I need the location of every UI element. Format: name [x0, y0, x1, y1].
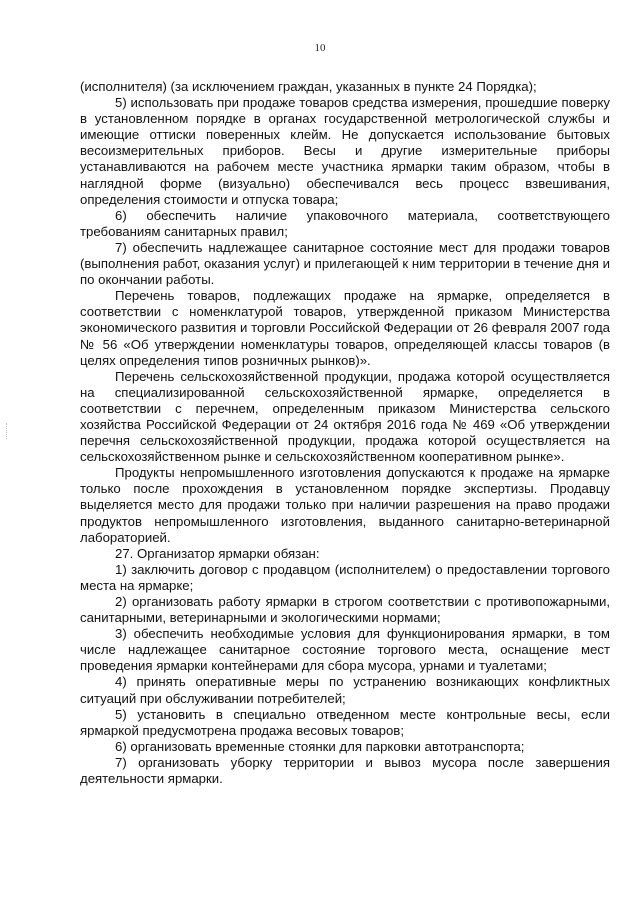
paragraph: 5) использовать при продаже товаров средства измерения, прошедшие поверку в установленном порядке в органах государственной метрологической службы и имеющие оттиски поверенных клейм. Не допускается использование бытовых весоизмерительных приборов. Весы и другие измерительные приборы устанавливаются на рабочем месте участника ярмарки таким образом, чтобы в наглядной форме (визуально) обеспечивался весь процесс взвешивания, определения стоимости и отпуска товара; — [80, 95, 610, 207]
paragraph: Перечень товаров, подлежащих продаже на ярмарке, определяется в соответствии с номенклатурой товаров, утвержденной приказом Министерства экономического развития и торговли Российской Федерации от 26 февраля 2007 года № 56 «Об утверждении номенклатуры товаров, определяющей классы товаров (в целях определения типов розничных рынков)». — [80, 288, 610, 368]
paragraph: 27. Организатор ярмарки обязан: — [115, 545, 320, 561]
paragraph: Продукты непромышленного изготовления допускаются к продаже на ярмарке только после прохождения в установленном порядке экспертизы. Продавцу выделяется место для продажи только при наличии разрешения на право продажи продуктов непромышленного изготовления, выданного санитарно-ветеринарной лабораторией. — [80, 465, 610, 545]
paragraph: (исполнителя) (за исключением граждан, указанных в пункте 24 Порядка); — [80, 79, 537, 94]
paragraph: 3) обеспечить необходимые условия для функционирования ярмарки, в том числе надлежащее санитарное состояние торгового места, оснащение мест проведения ярмарки контейнерами для сбора мусора, урнами и туалетами; — [80, 626, 610, 674]
margin-mark — [6, 423, 8, 439]
paragraph: 4) принять оперативные меры по устранению возникающих конфликтных ситуаций при обслуживании потребителей; — [80, 674, 610, 706]
paragraph: Перечень сельскохозяйственной продукции, продажа которой осуществляется на специализированной сельскохозяйственной ярмарке, определяется в соответствии с перечнем, определенным приказом Министерства сельского хозяйства Российской Федерации от 24 октября 2016 года № 469 «Об утверждении перечня сельскохозяйственной продукции, продажа которой осуществляется на сельскохозяйственном рынке и сельскохозяйственном кооперативном рынке». — [80, 368, 610, 465]
paragraph: 6) организовать временные стоянки для парковки автотранспорта; — [115, 738, 525, 754]
page-number: 10 — [314, 42, 326, 54]
paragraph: 1) заключить договор с продавцом (исполнителем) о предоставлении торгового места на ярмарке; — [80, 561, 610, 593]
paragraph: 2) организовать работу ярмарки в строгом соответствии с противопожарными, санитарными, ветеринарными и экологическими нормами; — [80, 594, 610, 626]
paragraph: 6) обеспечить наличие упаковочного материала, соответствующего требованиям санитарных правил; — [80, 207, 610, 239]
document-body — [80, 79, 610, 787]
paragraph: 7) обеспечить надлежащее санитарное состояние мест для продажи товаров (выполнения работ, оказания услуг) и прилегающей к ним территории в течение дня и по окончании работы. — [80, 239, 610, 288]
paragraph: 7) организовать уборку территории и вывоз мусора после завершения деятельности ярмарки. — [80, 754, 610, 787]
paragraph: 5) установить в специально отведенном месте контрольные весы, если ярмаркой предусмотрена продажа весовых товаров; — [80, 706, 610, 738]
